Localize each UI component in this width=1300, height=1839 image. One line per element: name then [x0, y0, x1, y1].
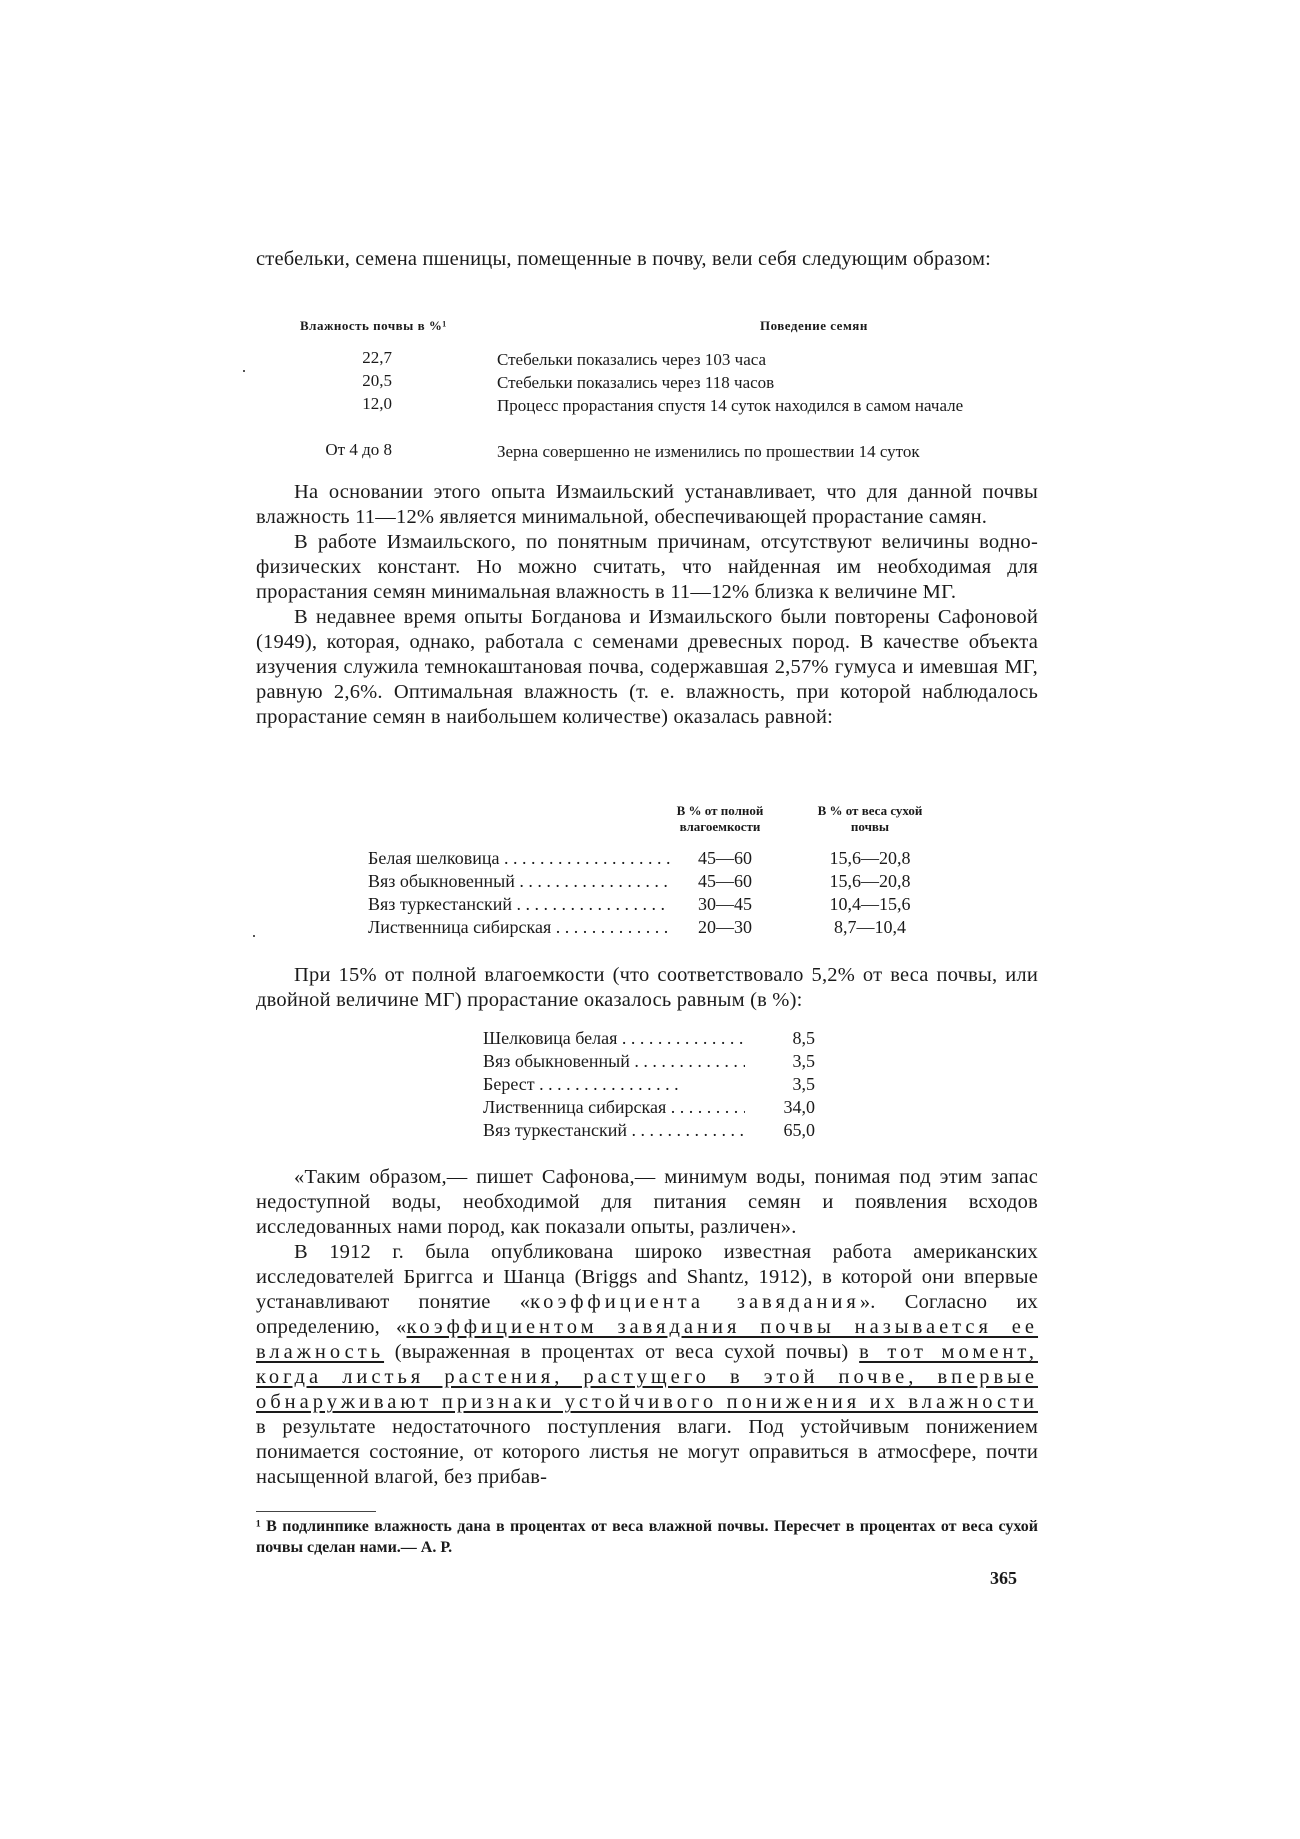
table2-species: Лиственница сибирская . . . — [368, 917, 670, 938]
table1-behavior: Стебельки показались через 103 часа — [497, 350, 767, 369]
intro-paragraph: стебельки, семена пшеницы, помещенные в почву, вели себя следующим образом: — [256, 248, 992, 270]
table2-full-capacity: 30—45 — [698, 894, 752, 914]
definition-underlined: в тот момент, когда листья растения, растущего в этой почве, впервые обнаруживают признаки устойчивого понижения их влажности — [256, 1341, 1038, 1413]
table2-full-capacity: 20—30 — [698, 917, 752, 937]
paragraph: При 15% от полной влагоемкости (что соответствовало 5,2% от веса почвы, или двойной величине МГ) прорастание оказалось равным (в %): — [256, 964, 1038, 1011]
table2-dry-weight: 15,6—20,8 — [829, 848, 911, 868]
quote-paragraph: «Таким образом,— пишет Сафонова,— минимум воды, понимая под этим запас недоступной воды, необходимой для питания семян и появления всходов исследованных нами пород, как показали опыты, различен». — [256, 1166, 1038, 1238]
text-run: в результате недостаточного поступления влаги. Под устойчивым понижением понимается состояние, от которого листья не могут оправиться в атмосфере, почти насыщенной влагой, без прибав- — [256, 1416, 1038, 1488]
body-text-2 — [256, 963, 1038, 1013]
table3-species: Лиственница сибирская . . . — [483, 1097, 745, 1118]
table1-col1-header: Влажность почвы в %¹ — [300, 318, 447, 333]
table1-behavior: Стебельки показались через 118 часов — [497, 373, 775, 392]
footnote-rule — [256, 1511, 376, 1512]
body-text-1 — [256, 480, 1038, 730]
table3-value: 34,0 — [783, 1097, 815, 1117]
table1-behavior: Зерна совершенно не изменились по прошествии 14 суток — [497, 442, 920, 461]
footnote: ¹ В подлинпике влажность дана в процентах от веса влажной почвы. Пересчет в процентах от веса сухой почвы сделан нами.— А. Р. — [256, 1518, 1038, 1556]
paragraph: В работе Измаильского, по понятным причинам, отсутствуют величины водно-физических констант. Но можно считать, что найденная им необходимая для прорастания семян минимальная влажность в 11—12% близка к величине МГ. — [256, 531, 1038, 603]
table1-moisture: От 4 до 8 — [325, 440, 392, 459]
table3-species: Вяз обыкновенный . . . — [483, 1051, 745, 1072]
table1-moisture: 20,5 — [362, 371, 392, 390]
table2-species: Вяз обыкновенный . . . — [368, 871, 670, 892]
table2-full-capacity: 45—60 — [698, 871, 752, 891]
table3-value: 8,5 — [792, 1028, 815, 1048]
intro-text — [256, 247, 1038, 272]
table2-dry-weight: 10,4—15,6 — [829, 894, 911, 914]
table3-value: 3,5 — [792, 1074, 815, 1094]
page-number: 365 — [990, 1568, 1017, 1588]
table2-species: Белая шелковица . . . — [368, 848, 670, 869]
table2-species: Вяз туркестанский . . . — [368, 894, 670, 915]
table3-species: Шелковица белая . . . — [483, 1028, 745, 1049]
table1-moisture: 12,0 — [362, 394, 392, 413]
text-run: ». Согласно их определению, « — [256, 1291, 1038, 1338]
body-text-3 — [256, 1165, 1038, 1490]
text-run: В 1912 г. была опубликована широко известная работа американских исследователей Бриггса и Шанца (Briggs and Shantz, 1912), в которой они впервые устанавливают понятие « — [256, 1241, 1038, 1313]
table1-moisture: 22,7 — [362, 348, 392, 367]
table3-species: Вяз туркестанский . . . — [483, 1120, 745, 1141]
table2-dry-weight: 8,7—10,4 — [834, 917, 906, 937]
table1-col2-header: Поведение семян — [760, 318, 868, 333]
table2-dry-weight: 15,6—20,8 — [829, 871, 911, 891]
scan-speck — [243, 370, 245, 372]
table3-species: Берест . . . — [483, 1074, 745, 1095]
table2-col1-header: В % от полной влагоемкости — [676, 803, 764, 834]
table2-col2-header: В % от веса сухой почвы — [817, 803, 923, 834]
table3-value: 65,0 — [783, 1120, 815, 1140]
text-run: (выраженная в процентах от веса сухой почвы) — [384, 1341, 860, 1363]
table2-full-capacity: 45—60 — [698, 848, 752, 868]
scan-speck — [253, 935, 255, 937]
table3-value: 3,5 — [792, 1051, 815, 1071]
table1-behavior: Процесс прорастания спустя 14 суток находился в самом начале — [497, 396, 964, 415]
term-wilting-coefficient: коэффициента завядания — [530, 1291, 860, 1313]
definition-underlined: коэффициентом завядания почвы называется ее влажность — [256, 1316, 1039, 1363]
paragraph: В недавнее время опыты Богданова и Измаильского были повторены Сафоновой (1949), которая, однако, работала с семенами древесных пород. В качестве объекта изучения служила темнокаштановая почва, содержавшая 2,57% гумуса и имевшая МГ, равную 2,6%. Оптимальная влажность (т. е. влажность, при которой наблюдалось прорастание семян в наибольшем количестве) оказалась равной: — [256, 606, 1038, 728]
wilting-coefficient-paragraph — [256, 1240, 1038, 1490]
paragraph: На основании этого опыта Измаильский устанавливает, что для данной почвы влажность 11—12% является минимальной, обеспечивающей прорастание самян. — [256, 481, 1038, 528]
